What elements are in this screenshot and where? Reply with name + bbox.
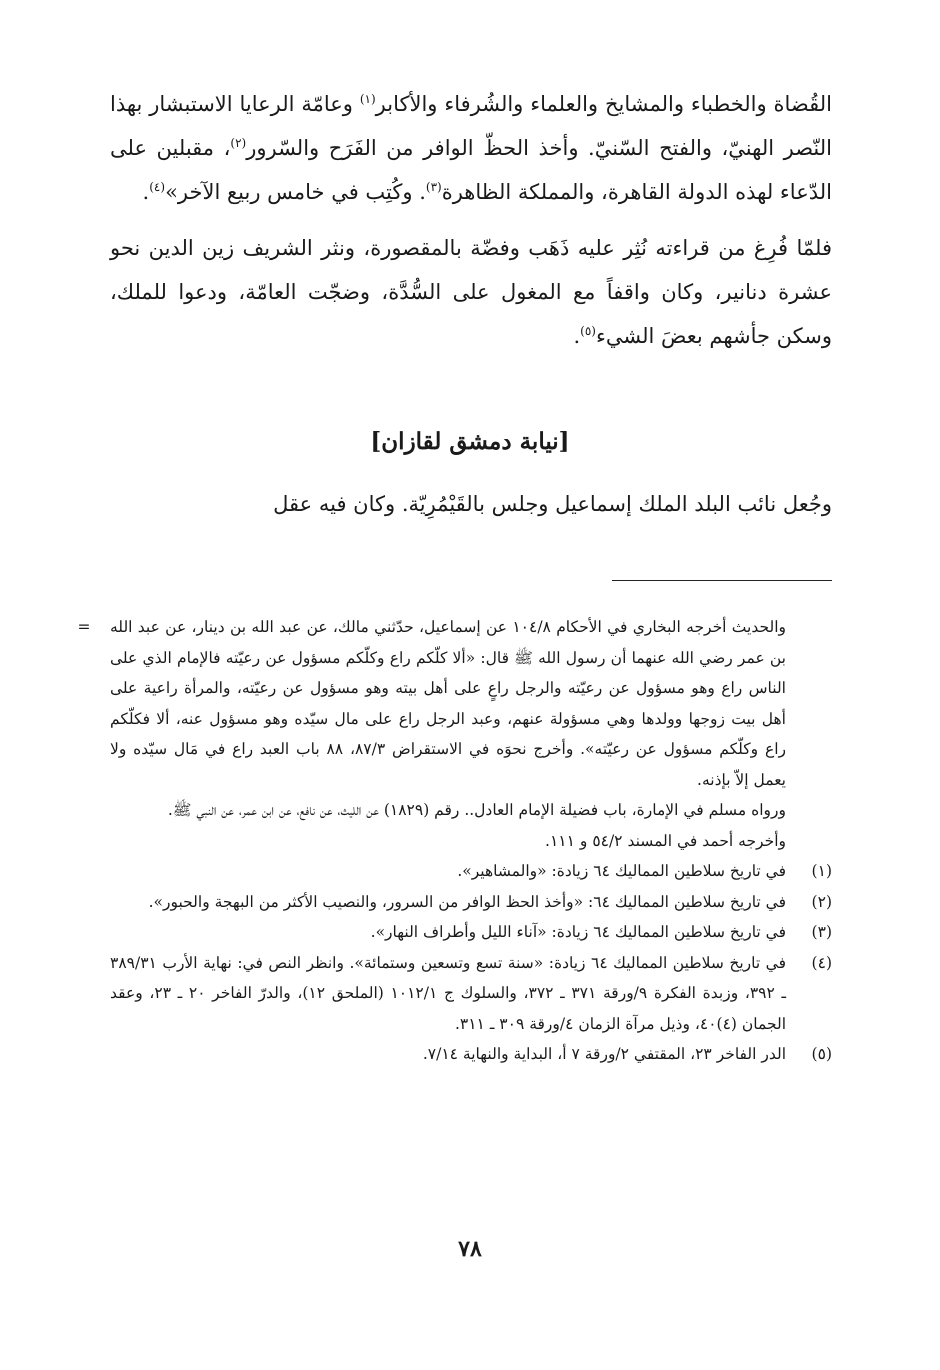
footnote-ref-1: (١) <box>359 92 376 106</box>
footnote-1 <box>110 856 832 887</box>
footnote-continuation-paragraph: وأخرجه أحمد في المسند ٥٤/٢ و ١١١. <box>545 831 786 850</box>
footnote-5 <box>110 1039 832 1070</box>
footnote-ref-2: (٢) <box>230 136 247 150</box>
footnote-continuation-paragraph: ورواه مسلم في الإمارة، باب فضيلة الإمام العادل.. رقم (١٨٢٩) عن الليث، عن نافع، عن ابن عمر، عن النبي ﷺ. <box>167 801 786 819</box>
text-run: فلمّا فُرِغ من قراءته نُثِر عليه ذَهَب وفضّة بالمقصورة، ونثر الشريف زين الدين نحو عشرة دنانير، وكان واقفاً مع المغول على السُّدَّة، وضجّت العامّة، ودعوا للملك، وسكن جأشهم بعضَ الشيء <box>110 236 832 348</box>
footnote-ref-3: (٣) <box>425 180 442 194</box>
main-text-continued <box>110 482 832 526</box>
footnote-text: الدر الفاخر ٢٣، المقتفي ٢/ورقة ٧ أ، البداية والنهاية ٧/١٤. <box>422 1045 786 1063</box>
footnote-marker: (٥) <box>811 1045 832 1063</box>
footnote-ref-5: (٥) <box>580 324 596 338</box>
text-run: . <box>573 324 581 348</box>
text-run: وعامّة الرعايا الاستبشار بهذا النّصر الهنيّ، والفتح السّنيّ. وأخذ الحظّ الوافر من الفَرَح والسّرور <box>110 92 832 160</box>
footnote-text: في تاريخ سلاطين المماليك ٦٤ زيادة: «سنة تسع وتسعين وستمائة». وانظر النص في: نهاية الأرب ٣٨٩/٣١ ـ ٣٩٢، وزبدة الفكرة ٩/ورقة ٣٧١ ـ ٣٧٢، والسلوك ج ١٠١٢/١ (الملحق ١٢)، والدرّ الفاخر ٢٠ ـ ٢٣، وعقد الجمان (٤)٤٠، وذيل مرآة الزمان ٤/ورقة ٣٠٩ ـ ٣١١. <box>110 953 787 1033</box>
footnotes <box>77 612 832 1070</box>
footnote-marker: (١) <box>811 862 832 880</box>
footnote-marker: (٣) <box>811 923 832 941</box>
footnote-ref-4: (٤) <box>149 180 166 194</box>
footnote-text: في تاريخ سلاطين المماليك ٦٤ زيادة: «والمشاهير». <box>457 862 786 880</box>
footnote-separator <box>612 580 832 581</box>
text-run: القُضاة والخطباء والمشايخ والعلماء والشُرفاء والأكابر <box>375 92 832 116</box>
footnote-4 <box>110 948 832 1040</box>
paragraph-3: وجُعل نائب البلد الملك إسماعيل وجلس بالقَيْمُرِيّة. وكان فيه عقل <box>273 492 832 516</box>
footnote-2 <box>110 887 832 918</box>
footnote-text: في تاريخ سلاطين المماليك ٦٤ زيادة: «آناء الليل وأطراف النهار». <box>370 923 786 941</box>
main-text <box>110 82 832 358</box>
footnote-continuation-paragraph: والحديث أخرجه البخاري في الأحكام ١٠٤/٨ عن إسماعيل، حدّثني مالك، عن عبد الله بن دينار، عن عبد الله بن عمر رضي الله عنهما أن رسول الله ﷺ قال: «ألا كلّكم راع وكلّكم مسؤول عن رعيّته فالإمام الذي على الناس راع وهو مسؤول عن رعيّته والرجل راعٍ على أهل بيته وهو مسؤول عن رعيّته، والمرأة راعية على أهل بيت زوجها وولدها وهي مسؤولة عنهم، وعبد الرجل راع على مال سيّده وهو مسؤول عنه، ألا فكلّكم راع وكلّكم مسؤول عن رعيّته». وأخرج نحوَه في الاستقراض ٨٧/٣، ٨٨ باب العبد راع في مَال سيّده ولا يعمل إلاّ بإذنه. <box>110 618 786 789</box>
text-run: ، مقبلين على الدّعاء لهذه الدولة القاهرة، والمملكة الظاهرة <box>110 136 832 204</box>
section-heading: [نيابة دمشق لقازان] <box>370 428 570 455</box>
page-number: ٧٨ <box>458 1236 482 1262</box>
footnote-text: في تاريخ سلاطين المماليك ٦٤: «وأخذ الحظ الوافر من السرور، والنصيب الأكثر من البهجة والحبور». <box>148 892 786 911</box>
continuation-marker: = <box>77 618 91 636</box>
footnote-continuation <box>77 612 832 856</box>
footnote-marker: (٤) <box>811 953 832 972</box>
text-run: . وكُتِب في خامس ربيع الآخر» <box>165 180 426 204</box>
paragraph-1 <box>110 82 832 214</box>
text-run: . <box>142 180 150 204</box>
footnote-marker: (٢) <box>811 892 832 911</box>
footnote-3 <box>110 917 832 948</box>
paragraph-2 <box>110 226 832 358</box>
